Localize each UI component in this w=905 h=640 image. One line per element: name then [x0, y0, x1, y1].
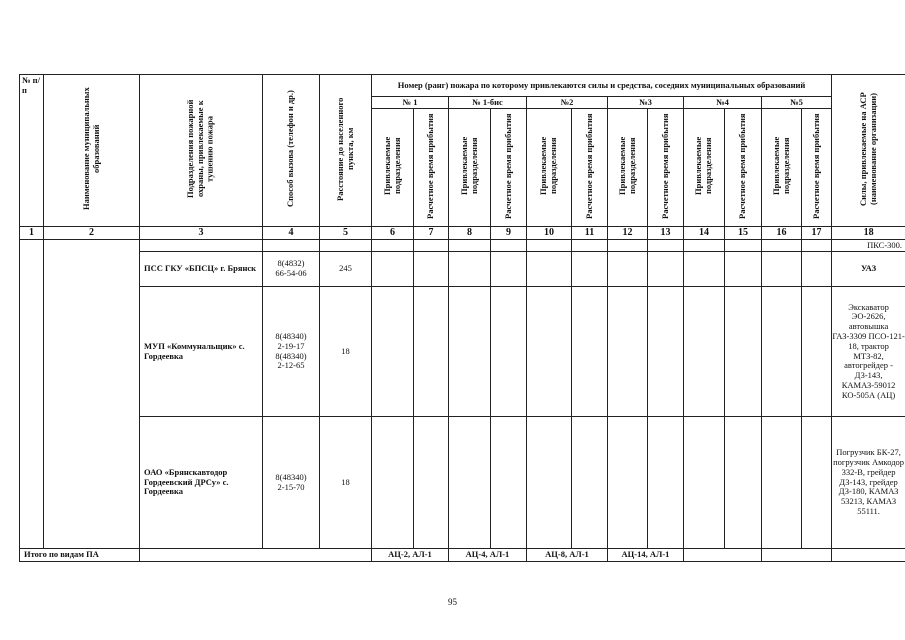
- header-rank-3: №3: [608, 97, 684, 109]
- forces-cell: УАЗ: [832, 252, 905, 287]
- distance-cell: 18: [320, 287, 372, 417]
- header-sub-units: Привлекаемые подразделения: [684, 109, 725, 227]
- column-number: 10: [527, 227, 572, 240]
- totals-rank-2: АЦ-8, АЛ-1: [527, 549, 608, 562]
- header-sub-time: Расчетное время прибытия: [802, 109, 832, 227]
- table-row: [20, 252, 905, 287]
- column-number: 2: [44, 227, 140, 240]
- column-number: 6: [372, 227, 414, 240]
- phone-cell: 8(4832) 66-54-06: [263, 252, 320, 287]
- distance-cell: [320, 240, 372, 252]
- header-col-municipality: Наименование муниципальных образований: [44, 75, 140, 227]
- totals-rank-1: АЦ-2, АЛ-1: [372, 549, 449, 562]
- column-number: 11: [572, 227, 608, 240]
- header-rank-group: Номер (ранг) пожара по которому привлекаются силы и средства, соседних муниципальных образований: [372, 75, 832, 97]
- table-row: [20, 240, 905, 252]
- header-rank-4: №4: [684, 97, 762, 109]
- totals-row: [20, 549, 905, 562]
- unit-cell: ПСС ГКУ «БПСЦ» г. Брянск: [140, 252, 263, 287]
- unit-cell: ОАО «Брянскавтодор Гордеевский ДРСу» с. Гордеевка: [140, 417, 263, 549]
- column-number: 5: [320, 227, 372, 240]
- header-col-distance: Расстояние до населенного пункта, км: [320, 75, 372, 227]
- column-number: 7: [414, 227, 449, 240]
- unit-cell: МУП «Коммунальщик» с. Гордеевка: [140, 287, 263, 417]
- header-sub-units: Привлекаемые подразделения: [527, 109, 572, 227]
- column-number: 3: [140, 227, 263, 240]
- column-number: 18: [832, 227, 905, 240]
- cell-empty: [44, 240, 140, 549]
- table-row: [20, 417, 905, 549]
- distance-cell: 245: [320, 252, 372, 287]
- header-sub-time: Расчетное время прибытия: [725, 109, 762, 227]
- header-rank-1bis: № 1-бис: [449, 97, 527, 109]
- column-number: 1: [20, 227, 44, 240]
- phone-cell: 8(48340) 2-15-70: [263, 417, 320, 549]
- table-row: [20, 287, 905, 417]
- unit-cell: [140, 240, 263, 252]
- totals-label: Итого по видам ПА: [20, 549, 140, 562]
- header-sub-time: Расчетное время прибытия: [414, 109, 449, 227]
- forces-cell: Погрузчик БК-27, погрузчик Амкодор 332-В, грейдер ДЗ-143, грейдер ДЗ-180, КАМАЗ 53213, КАМАЗ 55111.: [832, 417, 905, 549]
- column-number: 12: [608, 227, 648, 240]
- phone-cell: 8(48340) 2-19-17 8(48340) 2-12-65: [263, 287, 320, 417]
- column-number: 8: [449, 227, 491, 240]
- column-numbers-row: [20, 227, 905, 240]
- fire-forces-table: [19, 74, 905, 562]
- header-sub-units: Привлекаемые подразделения: [608, 109, 648, 227]
- column-number: 9: [491, 227, 527, 240]
- forces-cell: Экскаватор ЭО-2626, автовышка ГАЗ-3309 ПСО-121-18, трактор МТЗ-82, автогрейдер - ДЗ-143, КАМАЗ-59012 КО-505А (АЦ): [832, 287, 905, 417]
- header-rank-1: № 1: [372, 97, 449, 109]
- header-sub-units: Привлекаемые подразделения: [449, 109, 491, 227]
- column-number: 14: [684, 227, 725, 240]
- page-number: 95: [448, 597, 457, 607]
- header-sub-units: Привлекаемые подразделения: [372, 109, 414, 227]
- column-number: 15: [725, 227, 762, 240]
- phone-cell: [263, 240, 320, 252]
- header-rank-2: №2: [527, 97, 608, 109]
- column-number: 17: [802, 227, 832, 240]
- header-rank-5: №5: [762, 97, 832, 109]
- header-col-call-method: Способ вызова (телефон и др.): [263, 75, 320, 227]
- header-col-units: Подразделения пожарной охраны, привлекаемые к тушению пожара: [140, 75, 263, 227]
- header-sub-time: Расчетное время прибытия: [572, 109, 608, 227]
- cell-empty: [20, 240, 44, 549]
- header-sub-units: Привлекаемые подразделения: [762, 109, 802, 227]
- cell-empty: [140, 549, 372, 562]
- column-number: 13: [648, 227, 684, 240]
- header-sub-time: Расчетное время прибытия: [491, 109, 527, 227]
- column-number: 4: [263, 227, 320, 240]
- distance-cell: 18: [320, 417, 372, 549]
- header-sub-time: Расчетное время прибытия: [648, 109, 684, 227]
- header-col-number: № п/п: [20, 75, 44, 227]
- forces-cell: ПКС-300.: [832, 240, 905, 252]
- header-col-asr-forces: Силы, привлекаемые на АСР (наименование организации): [832, 75, 905, 227]
- column-number: 16: [762, 227, 802, 240]
- totals-rank-1bis: АЦ-4, АЛ-1: [449, 549, 527, 562]
- totals-rank-3: АЦ-14, АЛ-1: [608, 549, 684, 562]
